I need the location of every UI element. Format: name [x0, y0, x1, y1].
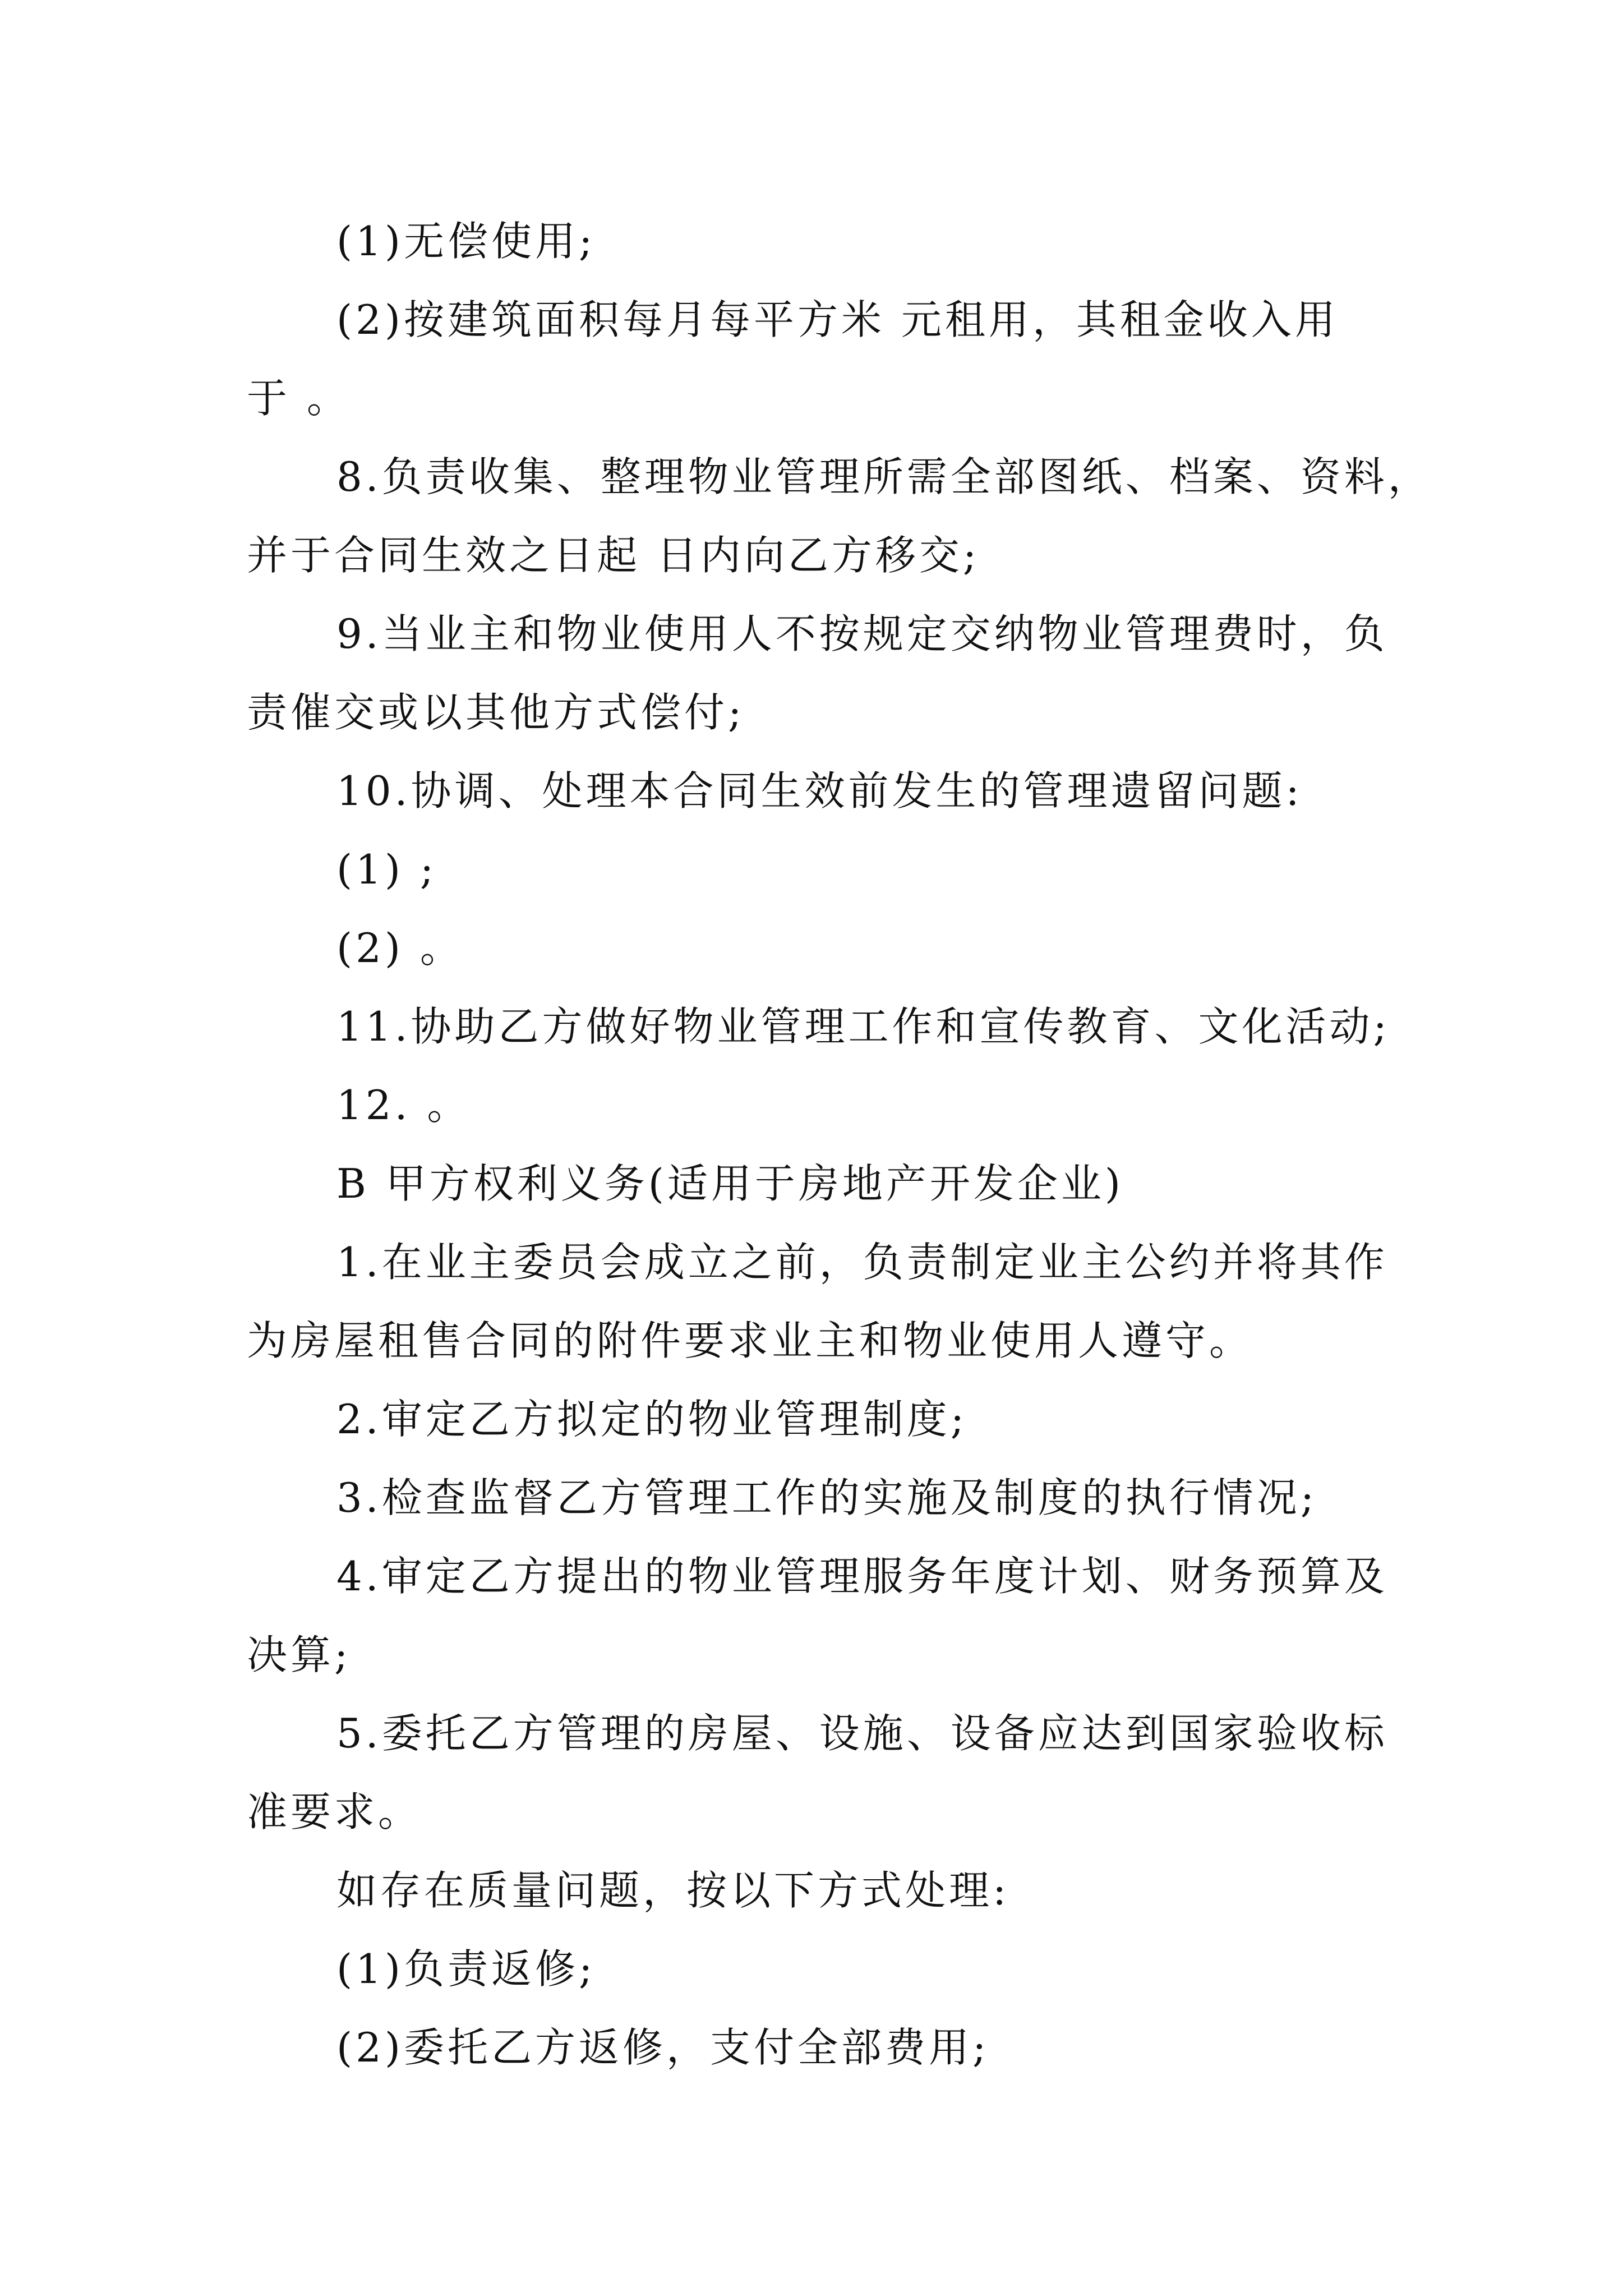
text-line: 4.审定乙方提出的物业管理服务年度计划、财务预算及 [336, 1553, 1388, 1600]
text-line: (1) ; [336, 846, 437, 893]
text-line: 决算; [247, 1631, 352, 1678]
text-line: 为房屋租售合同的附件要求业主和物业使用人遵守。 [247, 1317, 1253, 1364]
text-line: (2) 。 [336, 924, 464, 972]
text-line: 于 。 [247, 375, 351, 422]
text-line: 9.当业主和物业使用人不按规定交纳物业管理费时，负 [336, 610, 1388, 657]
text-line: 5.委托乙方管理的房屋、设施、设备应达到国家验收标 [336, 1710, 1388, 1757]
text-line: 并于合同生效之日起 日内向乙方移交; [247, 532, 980, 579]
text-line: 2.审定乙方拟定的物业管理制度; [336, 1396, 967, 1443]
text-line: 责催交或以其他方式偿付; [247, 689, 745, 736]
text-line: 12. 。 [336, 1082, 471, 1129]
text-line: 1.在业主委员会成立之前，负责制定业主公约并将其作 [336, 1239, 1388, 1286]
section-heading: B 甲方权利义务(适用于房地产开发企业) [336, 1160, 1124, 1207]
text-line: (2)委托乙方返修，支付全部费用; [336, 2024, 990, 2071]
text-line: 3.检查监督乙方管理工作的实施及制度的执行情况; [336, 1474, 1317, 1521]
text-line: 11.协助乙方做好物业管理工作和宣传教育、文化活动; [336, 1003, 1390, 1050]
text-line: 8.负责收集、整理物业管理所需全部图纸、档案、资料， [336, 453, 1432, 500]
text-line: (2)按建筑面积每月每平方米 元租用，其租金收入用 [336, 296, 1339, 343]
text-line: 如存在质量问题，按以下方式处理: [336, 1867, 1010, 1914]
text-line: 准要求。 [247, 1788, 422, 1835]
text-line: 10.协调、处理本合同生效前发生的管理遗留问题: [336, 767, 1303, 815]
text-line: (1)负责返修; [336, 1945, 596, 1993]
text-line: (1)无偿使用; [336, 218, 596, 265]
